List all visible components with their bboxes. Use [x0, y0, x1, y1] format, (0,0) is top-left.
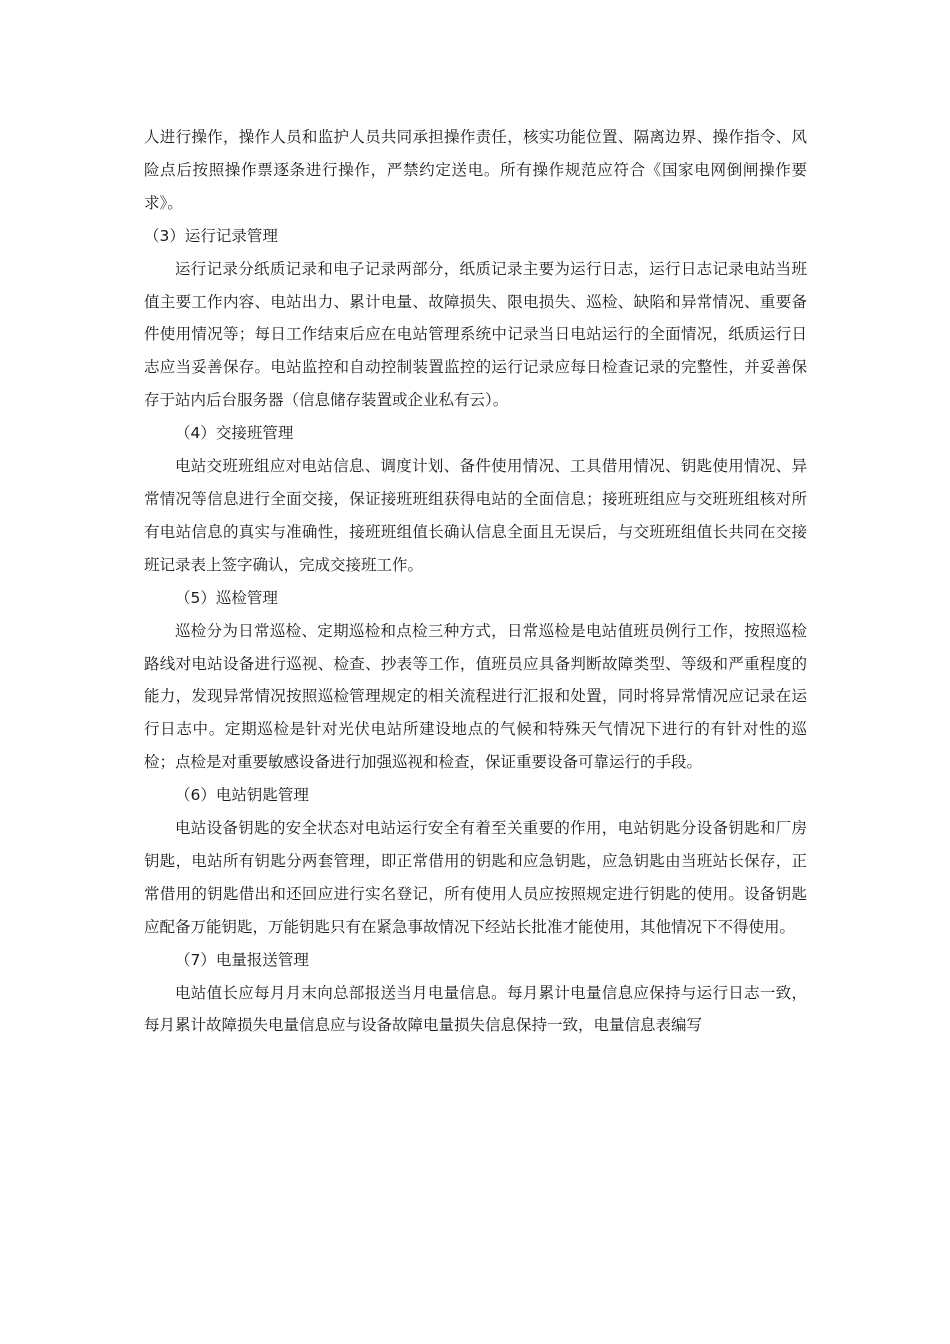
paragraph-inspection: 巡检分为日常巡检、定期巡检和点检三种方式，日常巡检是电站值班员例行工作，按照巡检路线对电站设备进行巡视、检查、抄表等工作，值班员应具备判断故障类型、等级和严重程度的能力，发现异常情况按照巡检管理规定的相关流程进行汇报和处置，同时将异常情况应记录在运行日志中。定期巡检是针对光伏电站所建设地点的气候和特殊天气情况下进行的有针对性的巡检；点检是对重要敏感设备进行加强巡视和检查，保证重要设备可靠运行的手段。	[144, 621, 807, 772]
section-heading-inspection: （5）巡检管理	[175, 588, 278, 607]
paragraph-energy-reporting: 电站值长应每月月末向总部报送当月电量信息。每月累计电量信息应保持与运行日志一致，每月累计故障损失电量信息应与设备故障电量损失信息保持一致，电量信息表编写	[144, 983, 807, 1035]
section-heading-key-management: （6）电站钥匙管理	[175, 786, 309, 805]
section-heading-shift-handover: （4）交接班管理	[175, 424, 294, 443]
section-heading-energy-reporting: （7）电量报送管理	[175, 950, 309, 969]
paragraph-operation-records: 运行记录分纸质记录和电子记录两部分，纸质记录主要为运行日志，运行日志记录电站当班值主要工作内容、电站出力、累计电量、故障损失、限电损失、巡检、缺陷和异常情况、重要备件使用情况等；每日工作结束后应在电站管理系统中记录当日电站运行的全面情况，纸质运行日志应当妥善保存。电站监控和自动控制装置监控的运行记录应每日检查记录的完整性，并妥善保存于站内后台服务器（信息储存装置或企业私有云）。	[144, 259, 807, 410]
section-heading-operation-records: （3）运行记录管理	[144, 226, 278, 245]
paragraph-key-management: 电站设备钥匙的安全状态对电站运行安全有着至关重要的作用，电站钥匙分设备钥匙和厂房钥匙，电站所有钥匙分两套管理，即正常借用的钥匙和应急钥匙，应急钥匙由当班站长保存，正常借用的钥匙借出和还回应进行实名登记，所有使用人员应按照规定进行钥匙的使用。设备钥匙应配备万能钥匙，万能钥匙只有在紧急事故情况下经站长批准才能使用，其他情况下不得使用。	[144, 819, 807, 936]
document-body	[144, 121, 807, 1042]
paragraph-shift-handover: 电站交班班组应对电站信息、调度计划、备件使用情况、工具借用情况、钥匙使用情况、异常情况等信息进行全面交接，保证接班班组获得电站的全面信息；接班班组应与交班班组核对所有电站信息的真实与准确性，接班班组值长确认信息全面且无误后，与交班班组值长共同在交接班记录表上签字确认，完成交接班工作。	[144, 457, 807, 574]
paragraph-operation-continued: 人进行操作，操作人员和监护人员共同承担操作责任，核实功能位置、隔离边界、操作指令、风险点后按照操作票逐条进行操作，严禁约定送电。所有操作规范应符合《国家电网倒闸操作要求》。	[144, 128, 807, 212]
